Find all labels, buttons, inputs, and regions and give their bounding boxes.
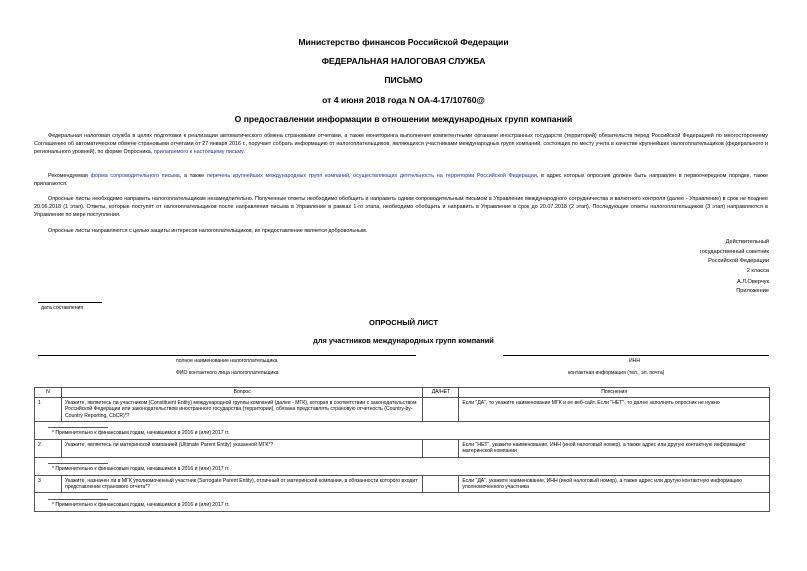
- questionnaire-table: [34, 387, 770, 512]
- mnc-list-link[interactable]: перечень крупнейших международных групп компаний, осуществляющих деятельность на территории Российской Федерации: [206, 173, 537, 179]
- attached-questionnaire-link[interactable]: прилагаемого к настоящему письму: [153, 148, 244, 155]
- signature-rank-line-3: Российской Федерации: [708, 258, 769, 265]
- paragraph-1: [34, 133, 768, 157]
- paragraph-3: Опросные листы необходимо направить налогоплательщикам незамедлительно. Полученные ответы необходимо обобщить и направить одним сопроводительным письмом в Управление международного сотрудничества и валютного контроля (далее - Управление) в срок не позднее 20.06.2018 (1 этап). Ответы, которые поступят от налогоплательщиков после направления письма в Управление в рамках 1-го этапа, необходимо обобщить и направить в Управление в срок до 20.07.2018 (2 этап). Последующие ответы налогоплательщиков (3 этап) направляются в Управление по мере поступления.: [34, 196, 768, 218]
- footnote-cell: [35, 457, 770, 476]
- col-header-yesno: ДА/НЕТ: [423, 388, 459, 398]
- row-explanation: Если "НЕТ", укажите наименование, ИНН (иной налоговый номер), а также адрес или другую контактную информацию материнской компании: [459, 440, 770, 457]
- inn-line: [503, 355, 769, 356]
- contact-info-label: контактная информация (тел., эл. почта): [568, 370, 665, 376]
- row-number: 2: [35, 440, 62, 457]
- row-answer-cell[interactable]: [423, 440, 459, 457]
- contact-person-label: ФИО контактного лица налогоплательщика: [176, 370, 279, 376]
- row-number: 1: [35, 398, 62, 422]
- signature-rank-line-1: Действительный: [725, 239, 769, 245]
- fullname-label: полное наименование налогоплательщика: [176, 358, 278, 364]
- form-subtitle: для участников международных групп компаний: [313, 336, 494, 345]
- paragraph-2: [34, 173, 768, 189]
- paragraph-2-mid: , а также: [179, 173, 207, 179]
- table-row: [35, 476, 770, 493]
- footnote-cell: [35, 493, 770, 512]
- paragraph-2-start: Рекомендуемая: [48, 173, 91, 179]
- signature-rank-line-2: государственный советник: [699, 249, 769, 256]
- row-number: 3: [35, 476, 62, 493]
- table-row: [35, 440, 770, 457]
- row-explanation: Если "ДА", укажите наименование, ИНН (иной налоговый номер), а также адрес или другую контактную информацию уполномоченного участника: [459, 476, 770, 493]
- footnote-text: * Применительно к финансовым годам, начавшимся в 2016 и (или) 2017 гг.: [52, 430, 230, 437]
- col-header-n: N: [35, 388, 62, 398]
- table-header-row: [35, 388, 770, 398]
- paragraph-4: Опросные листы направляются с целью защиты интересов налогоплательщиков, их предоставление является добровольным.: [48, 228, 368, 234]
- row-explanation: Если "ДА", то укажите наименование МГК и ее веб-сайт. Если "НЕТ", то далее заполнять опросник не нужно: [459, 398, 770, 422]
- footnote-row: [35, 421, 770, 440]
- cover-letter-form-link[interactable]: форма сопроводительного письма: [90, 173, 180, 179]
- footnote-row: [35, 457, 770, 476]
- signature-rank-line-4: 2 класса: [746, 267, 769, 274]
- row-question: Укажите, являетесь ли материнской компанией (Ultimate Parent Entity) указанной МГК*?: [61, 440, 422, 457]
- footnote-divider: [48, 463, 108, 464]
- signatory-name: А.Л.Оверчук: [736, 278, 769, 285]
- footnote-text: * Применительно к финансовым годам, начавшимся в 2016 и (или) 2017 гг.: [52, 466, 230, 473]
- signature-block: [700, 238, 769, 296]
- footnote-divider: [48, 427, 108, 428]
- paragraph-1-text: Федеральная налоговая служба в целях подготовки к реализации автоматического обмена страновыми отчетами, а также мониторинга выполнения компетентными органами иностранных государств (территорий) обязательств перед Российской Федерацией по многостороннему Соглашению об автоматическом обмене страновыми отчетами от 27 января 2016 г., поручает собрать информацию от налогоплательщиков, являющихся участниками международных групп компаний, состоящих по месту учета в качестве крупнейших налогоплательщиков (федерального и регионального уровней), по форме Опросника,: [34, 133, 768, 155]
- doc-date-number: от 4 июня 2018 года N ОА-4-17/10760@: [322, 95, 485, 105]
- attachment-label: Приложение: [736, 288, 769, 295]
- paragraph-1-end: .: [243, 148, 245, 155]
- footnote-divider: [48, 499, 108, 500]
- footnote-text: * Применительно к финансовым годам, начавшимся в 2016 и (или) 2017 гг.: [52, 501, 230, 508]
- footnote-row: [35, 493, 770, 512]
- table-row: [35, 398, 770, 422]
- doc-subject: О предоставлении информации в отношении международных групп компаний: [234, 114, 573, 124]
- inn-label: ИНН: [629, 358, 641, 364]
- date-line: [38, 302, 102, 303]
- doc-type: ПИСЬМО: [384, 75, 423, 85]
- ministry-title: Министерство финансов Российской Федерации: [298, 37, 509, 47]
- row-answer-cell[interactable]: [423, 476, 459, 493]
- service-title: ФЕДЕРАЛЬНАЯ НАЛОГОВАЯ СЛУЖБА: [321, 56, 486, 66]
- fullname-line: [38, 355, 416, 356]
- col-header-question: Вопрос: [61, 388, 422, 398]
- date-label: дата составления: [41, 305, 84, 311]
- row-question: Укажите, являетесь ли участником (Constituent Entity) международной группы компаний (далее - МГК), которая в соответствии с законодательством Российской Федерации или законодательством иностранного государства (территории), обязана представлять страновую отчетность (Country-by-Country Reporting, CbCR)*?: [61, 398, 422, 422]
- form-title: ОПРОСНЫЙ ЛИСТ: [369, 318, 438, 327]
- col-header-explanation: Пояснения: [459, 388, 770, 398]
- footnote-cell: [35, 421, 770, 440]
- paragraph-2-end: , в адрес которых опросник должен быть направлен в первоочередном порядке, также прилагаются.: [34, 173, 769, 187]
- row-answer-cell[interactable]: [423, 398, 459, 422]
- row-question: Укажите, назначен ли в МГК уполномоченный участник (Surrogate Parent Entity), отличный от материнской компании, в обязанности которого входит представление странового отчета*?: [61, 476, 422, 493]
